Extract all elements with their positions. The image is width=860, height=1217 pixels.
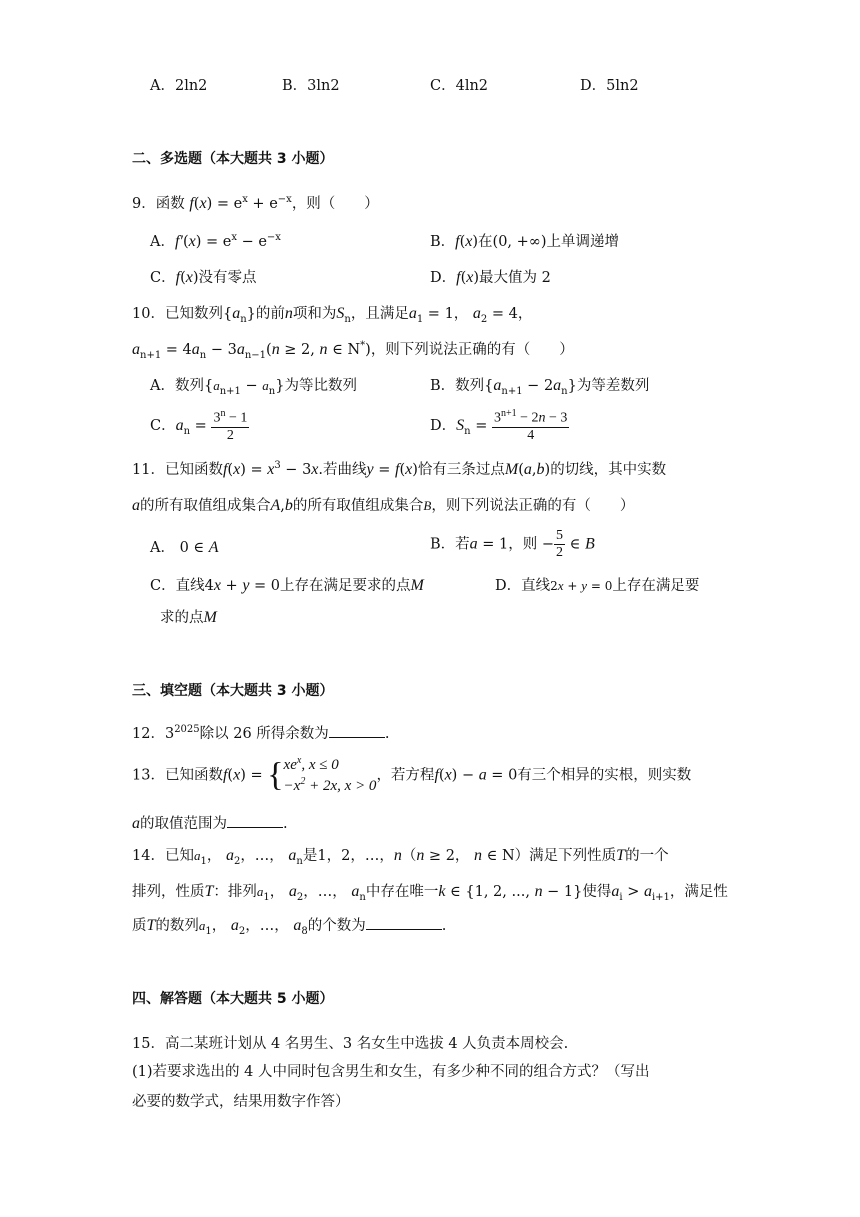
option-label: B． — [430, 234, 456, 250]
stem-text: 项和为 — [292, 306, 337, 322]
section-heading-fill-in: 三、填空题（本大题共 3 小题） — [132, 683, 334, 699]
option-label: D． — [430, 270, 457, 286]
stem-text: 质 — [132, 918, 147, 934]
stem-text: 满足下列性质 — [529, 848, 617, 864]
question-number: 12． — [132, 726, 165, 742]
option-label: C． — [150, 270, 176, 286]
q8-option-c: C．4ln2 — [430, 78, 489, 94]
question-11-option-c: C．直线4x + y = 0上存在满足要求的点M — [150, 577, 424, 594]
stem-text: 函数 — [155, 196, 185, 212]
stem-text: 的前 — [255, 306, 285, 322]
option-label: A． — [150, 234, 175, 250]
piecewise-cases: $xe^x$, x ≤ 0 $-x^2 + 2x$, x > 0 — [283, 755, 377, 795]
question-number: 13． — [132, 767, 165, 784]
option-label: B．数列 — [430, 378, 485, 394]
stem-text: 中存在唯一 — [365, 884, 439, 900]
question-15-line3: 必要的数学式，结果用数字作答） — [132, 1094, 350, 1110]
answer-blank[interactable] — [329, 725, 385, 738]
stem-text: 已知数列 — [164, 306, 223, 322]
stem-text: 使得 — [582, 884, 612, 900]
question-15-line1: 15．高二某班计划从 4 名男生、3 名女生中选拔 4 人负责本周校会. — [132, 1036, 569, 1052]
stem-text: 已知函数 — [164, 462, 223, 478]
option-text: 上单调递增 — [546, 234, 620, 250]
answer-blank[interactable] — [227, 815, 283, 828]
option-text: ，则 — [508, 536, 538, 553]
stem-text: ，满足性 — [669, 884, 728, 900]
question-10-option-c: C．$a_n$ = $\frac{3^n - 1}{2}$ — [150, 408, 248, 443]
option-label: A． — [150, 540, 175, 556]
question-11-stem-line1: 11．已知函数$f(x) = x^3 - 3x$.若曲线y = f(x)恰有三条过点M(a,b)的切线，其中实数 — [132, 460, 667, 478]
question-14-line1: 14．已知$a_1$， $a_2$，…， $a_n$是1，2，…，n（n ≥ 2， n ∈ N）满足下列性质T的一个 — [132, 847, 669, 867]
question-11-option-b: B．若a = 1，则 − $\frac{5}{2}$ ∈ B — [430, 528, 595, 561]
stem-text: ：排列 — [213, 884, 257, 900]
question-10-stem-line2: $a_{n+1} = 4a_n - 3a_{n-1}(n \ge 2$, n ∈ N*)，则下列说法正确的有（ ） — [132, 340, 574, 361]
q8-option-b: B．3ln2 — [282, 78, 340, 94]
fraction: $\frac{3^{n+1} - 2n - 3}{4}$ — [493, 408, 568, 443]
option-label: D． — [430, 417, 457, 434]
stem-text: 除以 26 所得余数为 — [199, 726, 329, 742]
question-number: 14． — [132, 848, 165, 864]
question-number: 10． — [132, 306, 165, 322]
question-10-option-b: B．数列$\{a_{n+1} - 2a_n\}$为等差数列 — [430, 377, 650, 397]
question-13-stem-line1: 13．已知函数f(x) = { $xe^x$, x ≤ 0 $-x^2 + 2x$, x > 0 ，若方程f(x) − a = 0有三个相异的实根，则实数 — [132, 754, 691, 797]
option-text: 为等比数列 — [284, 378, 357, 394]
question-11-stem-line2: a的所有取值组成集合A,b的所有取值组成集合B，则下列说法正确的有（ ） — [132, 497, 635, 514]
stem-text: .若曲线 — [318, 462, 367, 478]
option-text: 求的点 — [160, 610, 204, 626]
question-9-option-a: A．$f'(x) = e^x - e^{-x}$ — [150, 232, 281, 250]
question-9-option-d: D．f(x)最大值为 2 — [430, 269, 551, 286]
stem-text: 的取值范围为 — [140, 816, 227, 832]
stem-text: ，若方程 — [376, 767, 435, 784]
option-text: 上存在满足要求的点 — [280, 578, 411, 594]
question-number: 11． — [132, 462, 165, 478]
option-label: C．直线 — [150, 578, 205, 594]
option-text: 上存在满足要 — [612, 578, 700, 594]
stem-text: 有三个相异的实根，则实数 — [517, 767, 692, 784]
question-9-stem: 9．函数 $f(x) = e^x + e^{-x}$，则（ ） — [132, 194, 379, 212]
stem-text: 已知函数 — [164, 767, 223, 784]
stem-text: . — [283, 816, 288, 832]
fraction: $\frac{5}{2}$ — [556, 528, 564, 561]
stem-text: 的数列 — [155, 918, 199, 934]
stem-text: ，则（ ） — [291, 196, 379, 212]
answer-blank[interactable] — [366, 917, 442, 930]
section-heading-multiple-choice: 二、多选题（本大题共 3 小题） — [132, 151, 334, 167]
question-11-option-a: A． 0 ∈ A — [150, 539, 219, 556]
stem-text: 已知 — [164, 848, 194, 864]
option-label: C． — [150, 417, 176, 434]
stem-text: ，且满足 — [350, 306, 409, 322]
question-15-line2: (1)若要求选出的 4 人中同时包含男生和女生，有多少种不同的组合方式？（写出 — [132, 1064, 650, 1080]
stem-text: 的个数为 — [307, 918, 366, 934]
option-text: 没有零点 — [198, 270, 257, 286]
section-heading-solutions: 四、解答题（本大题共 5 小题） — [132, 991, 334, 1007]
question-10-stem-line1: 10．已知数列$\{a_n\}$的前n项和为$S_n$，且满足$a_1 = 1$， $a_2 = 4$， — [132, 305, 533, 325]
q8-option-d: D．5ln2 — [580, 78, 639, 94]
stem-text: 恰有三条过点 — [417, 462, 505, 478]
fraction: $\frac{3^n - 1}{2}$ — [213, 408, 248, 443]
stem-text: 的所有取值组成集合 — [140, 498, 271, 514]
stem-text: 的所有取值组成集合 — [292, 498, 424, 514]
stem-text: 排列，性质 — [132, 884, 205, 900]
question-11-option-d: D．直线2x + y = 0上存在满足要 — [495, 578, 700, 594]
question-13-stem-line2: a的取值范围为 . — [132, 815, 288, 832]
option-label: B．若 — [430, 536, 470, 553]
question-14-line3: 质T的数列$a_1$， $a_2$，…， $a_8$的个数为 . — [132, 917, 447, 937]
question-10-option-d: D．$S_n$ = $\frac{3^{n+1} - 2n - 3}{4}$ — [430, 408, 568, 443]
q8-option-a: A．2ln2 — [150, 78, 208, 94]
question-14-line2: 排列，性质T：排列$a_1$， $a_2$，…， $a_n$中存在唯一k ∈ {1, 2, ..., n − 1}使得$a_i > a_{i+1}$，满足性 — [132, 883, 728, 903]
stem-text: 的切线，其中实数 — [550, 462, 667, 478]
question-10-option-a: A．数列$\{a_{n+1} - a_n\}$为等比数列 — [150, 378, 357, 397]
stem-text: 是1，2，…， — [302, 848, 394, 864]
stem-text: . — [441, 918, 447, 934]
question-12: 12．$3^{2025}$除以 26 所得余数为 . — [132, 724, 390, 742]
question-9-option-b: B．f(x)在(0, +∞)上单调递增 — [430, 233, 620, 250]
stem-text: . — [384, 726, 390, 742]
option-label: D．直线 — [495, 578, 551, 594]
stem-text: ，则下列说法正确的有（ ） — [431, 498, 635, 514]
question-11-option-d-continued: 求的点M — [160, 609, 217, 626]
stem-text: ，则下列说法正确的有（ ） — [370, 342, 574, 358]
question-9-option-c: C．f(x)没有零点 — [150, 269, 257, 286]
option-label: A．数列 — [150, 378, 204, 394]
piecewise-brace: { — [267, 756, 284, 794]
option-text: 最大值为 2 — [479, 270, 551, 286]
question-number: 9． — [132, 196, 156, 212]
option-text: 为等差数列 — [576, 378, 650, 394]
stem-text: 的一个 — [625, 848, 669, 864]
